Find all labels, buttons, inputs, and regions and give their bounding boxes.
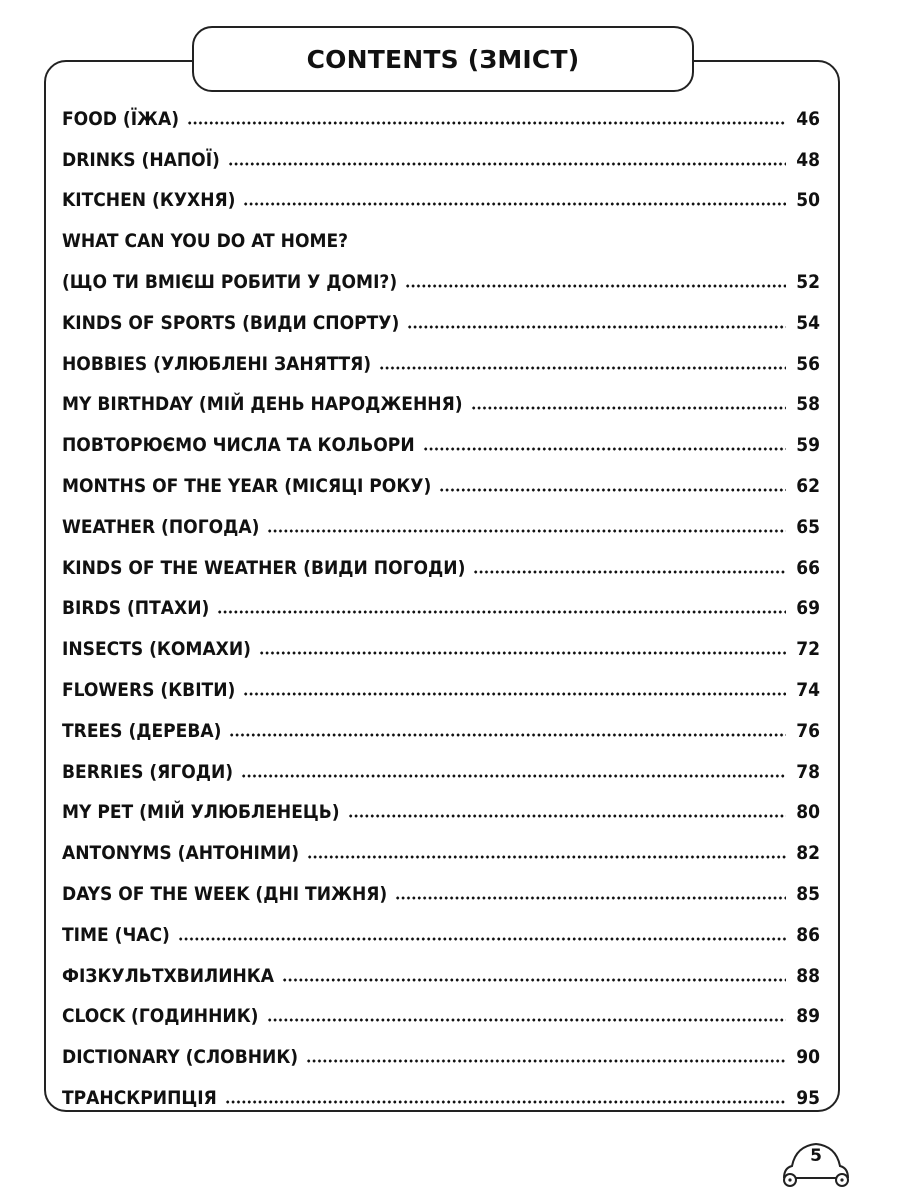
toc-entry-page: 46 <box>796 107 820 130</box>
toc-entry <box>62 828 820 869</box>
page-title: CONTENTS (ЗМІСТ) <box>306 44 580 74</box>
toc-entry-page: 50 <box>796 189 820 212</box>
dot-leader <box>405 283 786 289</box>
toc-entry <box>62 910 820 951</box>
toc-entry-title: WEATHER (ПОГОДА) <box>62 515 260 538</box>
toc-entry-title: KINDS OF SPORTS (ВИДИ СПОРТУ) <box>62 311 400 334</box>
toc-entry-page: 74 <box>796 678 820 701</box>
dot-leader <box>267 1017 787 1023</box>
dot-leader <box>187 120 786 126</box>
toc-entry <box>62 135 820 176</box>
toc-entry <box>62 339 820 380</box>
dot-leader <box>306 1058 786 1064</box>
toc-entry-title: TREES (ДЕРЕВА) <box>62 719 222 742</box>
toc-entry-title: TIME (ЧАС) <box>62 923 170 946</box>
toc-entry-page: 62 <box>796 474 820 497</box>
toc-entry-page: 95 <box>796 1086 820 1109</box>
dot-leader <box>259 650 786 656</box>
toc-entry-page: 82 <box>796 842 820 865</box>
dot-leader <box>178 936 786 942</box>
toc-entry <box>62 461 820 502</box>
toc-entry-page: 54 <box>796 311 820 334</box>
dot-leader <box>473 569 786 575</box>
toc-entry <box>62 420 820 461</box>
toc-entry-page: 76 <box>796 719 820 742</box>
toc-entry <box>62 1032 820 1073</box>
dot-leader <box>348 813 786 819</box>
toc-entry <box>62 176 820 217</box>
toc-entry-title: ТРАНСКРИПЦІЯ <box>62 1086 217 1109</box>
toc-entry <box>62 216 820 257</box>
toc-entry-title: ФІЗКУЛЬТХВИЛИНКА <box>62 964 275 987</box>
dot-leader <box>217 609 786 615</box>
toc-entry-title: DICTIONARY (СЛОВНИК) <box>62 1046 299 1069</box>
toc-entry-title: ANTONYMS (АНТОНІМИ) <box>62 842 300 865</box>
toc-entry-title: DRINKS (НАПОЇ) <box>62 148 220 171</box>
toc-entry-title: KITCHEN (КУХНЯ) <box>62 189 236 212</box>
toc-entry-page: 90 <box>796 1046 820 1069</box>
toc-entry-page: 89 <box>796 1005 820 1028</box>
page-badge <box>776 1140 856 1188</box>
toc-entry-title: INSECTS (КОМАХИ) <box>62 638 251 661</box>
page-number: 5 <box>810 1146 822 1166</box>
toc-entry-page: 58 <box>796 393 820 416</box>
toc-entry <box>62 584 820 625</box>
dot-leader <box>395 895 786 901</box>
toc-entry <box>62 543 820 584</box>
toc-entry-page: 65 <box>796 515 820 538</box>
toc-entry-title: DAYS OF THE WEEK (ДНІ ТИЖНЯ) <box>62 882 388 905</box>
toc-entry-page: 80 <box>796 801 820 824</box>
toc-entry-page: 86 <box>796 923 820 946</box>
title-tab <box>192 26 694 92</box>
toc-entry-page: 72 <box>796 638 820 661</box>
toc-entry-title: MONTHS OF THE YEAR (МІСЯЦІ РОКУ) <box>62 474 432 497</box>
toc-entry-title: MY PET (МІЙ УЛЮБЛЕНЕЦЬ) <box>62 801 340 824</box>
toc-entry <box>62 298 820 339</box>
toc-entry-page: 88 <box>796 964 820 987</box>
toc-entry <box>62 992 820 1033</box>
dot-leader <box>439 487 786 493</box>
toc-entry <box>62 747 820 788</box>
toc-entry-title: KINDS OF THE WEATHER (ВИДИ ПОГОДИ) <box>62 556 466 579</box>
toc-entry-page: 85 <box>796 882 820 905</box>
toc-entry-page: 69 <box>796 597 820 620</box>
toc-entry-title: HOBBIES (УЛЮБЛЕНІ ЗАНЯТТЯ) <box>62 352 372 375</box>
dot-leader <box>229 732 786 738</box>
dot-leader <box>225 1099 786 1105</box>
toc-entry-page: 78 <box>796 760 820 783</box>
toc-entry <box>62 624 820 665</box>
table-of-contents <box>62 94 820 1114</box>
toc-entry-title: CLOCK (ГОДИННИК) <box>62 1005 259 1028</box>
toc-entry-title: FOOD (ЇЖА) <box>62 107 180 130</box>
toc-entry <box>62 788 820 829</box>
dot-leader <box>471 405 786 411</box>
toc-entry <box>62 665 820 706</box>
toc-entry-title: FLOWERS (КВІТИ) <box>62 678 236 701</box>
dot-leader <box>307 854 786 860</box>
dot-leader <box>379 365 786 371</box>
dot-leader <box>423 446 786 452</box>
dot-leader <box>407 324 786 330</box>
dot-leader <box>243 201 786 207</box>
dot-leader <box>241 773 786 779</box>
toc-entry-title: BERRIES (ЯГОДИ) <box>62 760 234 783</box>
dot-leader <box>228 161 786 167</box>
toc-entry <box>62 257 820 298</box>
toc-entry-title: MY BIRTHDAY (МІЙ ДЕНЬ НАРОДЖЕННЯ) <box>62 393 463 416</box>
toc-entry-title: (ЩО ТИ ВМІЄШ РОБИТИ У ДОМІ?) <box>62 270 398 293</box>
toc-entry <box>62 380 820 421</box>
toc-entry-page: 48 <box>796 148 820 171</box>
dot-leader <box>243 691 786 697</box>
toc-entry-title: ПОВТОРЮЄМО ЧИСЛА ТА КОЛЬОРИ <box>62 434 415 457</box>
toc-entry-page: 66 <box>796 556 820 579</box>
toc-entry-page: 59 <box>796 434 820 457</box>
toc-entry-page: 56 <box>796 352 820 375</box>
toc-entry <box>62 951 820 992</box>
toc-entry-page: 52 <box>796 270 820 293</box>
dot-leader <box>282 977 786 983</box>
toc-entry <box>62 1073 820 1114</box>
toc-entry-title: WHAT CAN YOU DO AT HOME? <box>62 230 349 253</box>
toc-entry <box>62 706 820 747</box>
toc-entry <box>62 502 820 543</box>
dot-leader <box>267 528 786 534</box>
toc-entry <box>62 869 820 910</box>
toc-entry <box>62 94 820 135</box>
toc-entry-title: BIRDS (ПТАХИ) <box>62 597 210 620</box>
